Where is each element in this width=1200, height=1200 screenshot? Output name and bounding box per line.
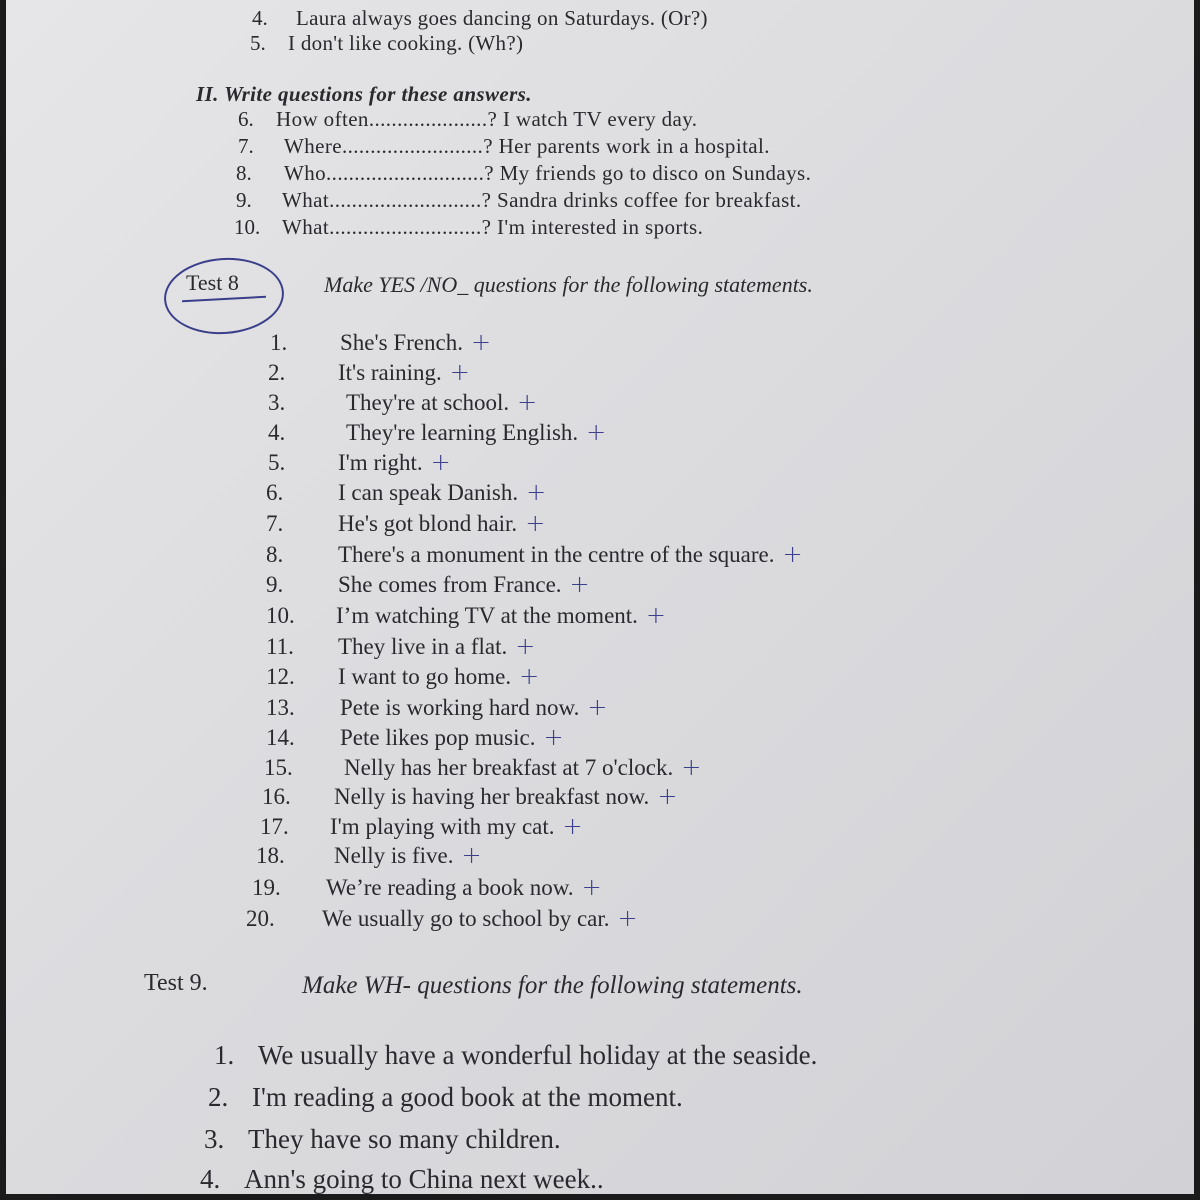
test-8-item: [326, 875, 602, 901]
test-8-item-text: He's got blond hair.: [338, 511, 518, 536]
test-8-item: [338, 572, 590, 598]
handwritten-plus-mark: +: [519, 662, 540, 690]
test-8-item-text: Nelly is five.: [334, 843, 454, 868]
handwritten-plus-mark: +: [645, 601, 667, 629]
test-8-item-text: We usually go to school by car.: [322, 906, 610, 931]
section-2-item-text: What...........................? I'm interested in sports.: [282, 215, 704, 239]
test-8-item: [330, 814, 583, 840]
test-8-item: [338, 360, 470, 386]
handwritten-plus-mark: +: [515, 632, 536, 660]
test-9-label: Test 9.: [144, 970, 208, 996]
handwritten-plus-mark: +: [657, 782, 678, 810]
section-2-item-number: 7.: [238, 134, 254, 158]
test-8-item-text: I'm playing with my cat.: [330, 814, 555, 839]
test-8-item-number: 16.: [262, 784, 291, 809]
test-8-item-text: They're learning English.: [346, 420, 579, 445]
test-8-item-number: 4.: [268, 420, 286, 445]
test-8-instruction: Make YES /NO_ questions for the following statements.: [324, 272, 813, 297]
test-8-item: [340, 330, 491, 356]
test-8-item: [338, 664, 539, 690]
test-8-item-number: 10.: [266, 603, 295, 628]
test-9-item-text: We usually have a wonderful holiday at the seaside.: [258, 1040, 818, 1070]
test-8-item: [336, 603, 666, 629]
test-8-label: Test 8: [186, 270, 239, 295]
test-9-item-text: Ann's going to China next week..: [244, 1164, 604, 1194]
test-8-item-number: 15.: [264, 755, 293, 780]
test-8-item-number: 2.: [268, 360, 286, 385]
test-8-item-number: 3.: [268, 390, 286, 415]
test-8-item-number: 12.: [266, 664, 295, 689]
test-8-item: [338, 480, 546, 506]
handwritten-plus-mark: +: [525, 509, 546, 537]
handwritten-plus-mark: +: [526, 478, 547, 506]
test-8-item-number: 18.: [256, 843, 285, 868]
test-8-item-text: Nelly is having her breakfast now.: [334, 784, 650, 809]
test-9-item-number: 3.: [204, 1124, 225, 1154]
section-2-item-text: Who............................? My friends go to disco on Sundays.: [284, 161, 812, 185]
test-8-item-number: 14.: [266, 725, 295, 750]
test-8-item: [334, 784, 677, 810]
top-item-number: 5.: [250, 31, 266, 55]
section-2-item-number: 10.: [234, 215, 261, 239]
handwritten-plus-mark: +: [782, 540, 803, 568]
section-2-item-text: How often.....................? I watch TV every day.: [276, 107, 698, 131]
handwritten-plus-mark: +: [586, 418, 607, 446]
test-8-item-text: There's a monument in the centre of the square.: [338, 542, 775, 567]
test-8-item-text: We’re reading a book now.: [326, 875, 574, 900]
handwritten-plus-mark: +: [430, 448, 451, 476]
section-2-item-number: 8.: [236, 161, 252, 185]
test-8-item: [334, 843, 482, 869]
test-8-item-number: 6.: [266, 480, 284, 505]
top-item-text: I don't like cooking. (Wh?): [288, 31, 524, 55]
test-8-item-number: 9.: [266, 572, 284, 597]
test-8-item: [322, 906, 638, 932]
handwritten-circle: [161, 254, 286, 338]
handwritten-plus-mark: +: [569, 570, 590, 598]
test-8-item-number: 11.: [266, 634, 294, 659]
test-9-instruction: Make WH- questions for the following statements.: [302, 972, 803, 999]
test-8-item-text: I want to go home.: [338, 664, 512, 689]
test-9-item-number: 4.: [200, 1164, 221, 1194]
top-item-number: 4.: [252, 6, 268, 30]
test-8-item-text: They live in a flat.: [338, 634, 508, 659]
test-8-item-number: 5.: [268, 450, 286, 475]
test-8-item-text: Pete is working hard now.: [340, 695, 580, 720]
test-8-item-text: It's raining.: [338, 360, 442, 385]
handwritten-plus-mark: +: [461, 841, 482, 869]
handwritten-plus-mark: +: [543, 723, 564, 751]
test-8-item-text: I’m watching TV at the moment.: [336, 603, 638, 628]
section-2-item-text: Where.........................? Her parents work in a hospital.: [284, 134, 770, 158]
handwritten-plus-mark: +: [562, 812, 583, 840]
top-item-text: Laura always goes dancing on Saturdays. (Or?): [296, 6, 708, 30]
handwritten-plus-mark: +: [517, 388, 538, 416]
test-8-item-number: 1.: [270, 330, 288, 355]
test-8-item-number: 19.: [252, 875, 281, 900]
test-8-item: [338, 542, 803, 568]
test-9-item-number: 2.: [208, 1082, 229, 1112]
test-8-item-number: 13.: [266, 695, 295, 720]
test-8-item: [338, 634, 535, 660]
test-9-item-number: 1.: [214, 1040, 235, 1070]
test-8-item-text: She comes from France.: [338, 572, 562, 597]
section-2-title: II. Write questions for these answers.: [196, 82, 532, 106]
section-2-item-number: 9.: [236, 188, 252, 212]
handwritten-plus-mark: +: [449, 358, 470, 386]
test-8-item-number: 17.: [260, 814, 289, 839]
handwritten-plus-mark: +: [617, 904, 638, 932]
test-8-item: [346, 420, 606, 446]
handwritten-plus-mark: +: [581, 873, 602, 901]
test-8-item: [338, 511, 545, 537]
test-8-item-text: They're at school.: [346, 390, 510, 415]
test-8-item-number: 8.: [266, 542, 284, 567]
handwritten-plus-mark: +: [470, 328, 492, 356]
test-8-item-text: I'm right.: [338, 450, 423, 475]
test-8-item: [346, 390, 537, 416]
worksheet-page: [6, 0, 1194, 1194]
test-8-item-number: 20.: [246, 906, 275, 931]
handwritten-plus-mark: +: [681, 753, 702, 781]
test-8-item: [344, 755, 701, 781]
section-2-item-text: What...........................? Sandra drinks coffee for breakfast.: [282, 188, 802, 212]
test-8-item: [340, 695, 607, 721]
section-2-item-number: 6.: [238, 107, 254, 131]
test-8-item-text: Nelly has her breakfast at 7 o'clock.: [344, 755, 674, 780]
test-8-item-number: 7.: [266, 511, 284, 536]
test-8-item-text: I can speak Danish.: [338, 480, 519, 505]
test-8-item: [338, 450, 451, 476]
test-8-item-text: She's French.: [340, 330, 463, 355]
handwritten-plus-mark: +: [587, 693, 608, 721]
test-9-item-text: I'm reading a good book at the moment.: [252, 1082, 683, 1112]
test-9-item-text: They have so many children.: [248, 1124, 561, 1154]
test-8-item: [340, 725, 564, 751]
test-8-item-text: Pete likes pop music.: [340, 725, 536, 750]
